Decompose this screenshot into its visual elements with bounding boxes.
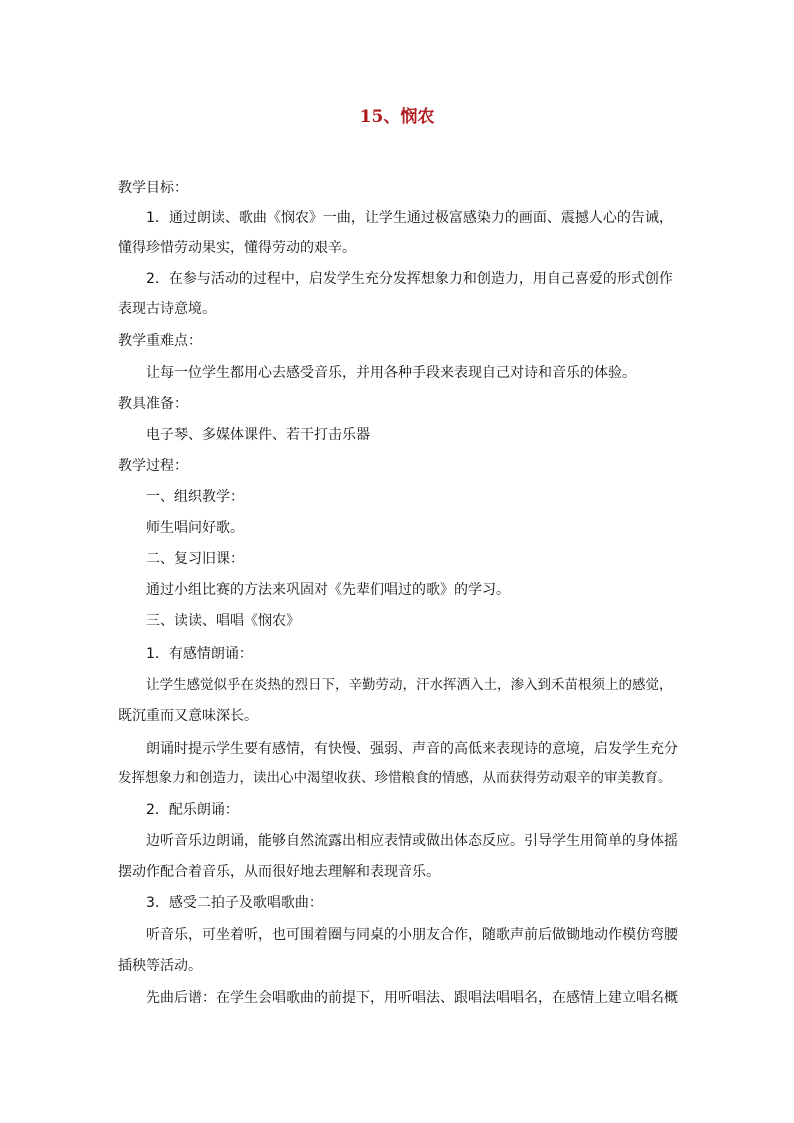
substep-1-para-1-line-1: 让学生感觉似乎在炎热的烈日下，辛勤劳动，汗水挥洒入土，渗入到禾苗根须上的感觉，	[146, 677, 673, 693]
step-2-heading: 二、复习旧课：	[146, 551, 244, 567]
substep-2-line-1: 边听音乐边朗诵，能够自然流露出相应表情或做出体态反应。引导学生用简单的身体摇	[146, 833, 678, 849]
substep-2-heading: 2．配乐朗诵：	[146, 802, 239, 818]
step-2-text: 通过小组比赛的方法来巩固对《先辈们唱过的歌》的学习。	[146, 582, 510, 598]
objective-1-line-2: 懂得珍惜劳动果实，懂得劳动的艰辛。	[118, 240, 356, 256]
substep-1-para-2-line-1: 朗诵时提示学生要有感情，有快慢、强弱、声音的高低来表现诗的意境，启发学生充分	[146, 741, 678, 757]
section-heading-materials: 教具准备：	[118, 396, 188, 412]
step-3-heading: 三、读读、唱唱《悯农》	[146, 613, 300, 629]
substep-1-para-1-line-2: 既沉重而又意味深长。	[118, 708, 258, 724]
key-points-text: 让每一位学生都用心去感受音乐，并用各种手段来表现自己对诗和音乐的体验。	[146, 365, 636, 381]
objective-2-line-2: 表现古诗意境。	[118, 301, 216, 317]
substep-3-para-1-line-2: 插秧等活动。	[118, 958, 202, 974]
substep-2-line-2: 摆动作配合着音乐，从而很好地去理解和表现音乐。	[118, 864, 440, 880]
substep-1-heading: 1．有感情朗诵：	[146, 646, 253, 662]
materials-text: 电子琴、多媒体课件、若干打击乐器	[146, 427, 370, 443]
step-1-heading: 一、组织教学：	[146, 489, 244, 505]
substep-3-heading: 3．感受二拍子及歌唱歌曲：	[146, 895, 323, 911]
objective-1-line-1: 1．通过朗读、歌曲《悯农》一曲，让学生通过极富感染力的画面、震撼人心的告诫，	[146, 210, 673, 226]
substep-1-para-2-line-2: 发挥想象力和创造力，读出心中渴望收获、珍惜粮食的情感，从而获得劳动艰辛的审美教育。	[118, 770, 672, 786]
section-heading-objectives: 教学目标：	[118, 180, 188, 196]
page-title: 15、悯农	[359, 107, 435, 127]
substep-3-para-1-line-1: 听音乐，可坐着听，也可围着圈与同桌的小朋友合作，随歌声前后做锄地动作模仿弯腰	[146, 927, 678, 943]
section-heading-key-points: 教学重难点：	[118, 333, 202, 349]
section-heading-process: 教学过程：	[118, 458, 188, 474]
step-1-text: 师生唱问好歌。	[146, 520, 244, 536]
substep-3-para-2-line-1: 先曲后谱：在学生会唱歌曲的前提下，用听唱法、跟唱法唱唱名，在感情上建立唱名概	[146, 990, 678, 1006]
objective-2-line-1: 2．在参与活动的过程中，启发学生充分发挥想象力和创造力，用自己喜爱的形式创作	[146, 271, 673, 287]
